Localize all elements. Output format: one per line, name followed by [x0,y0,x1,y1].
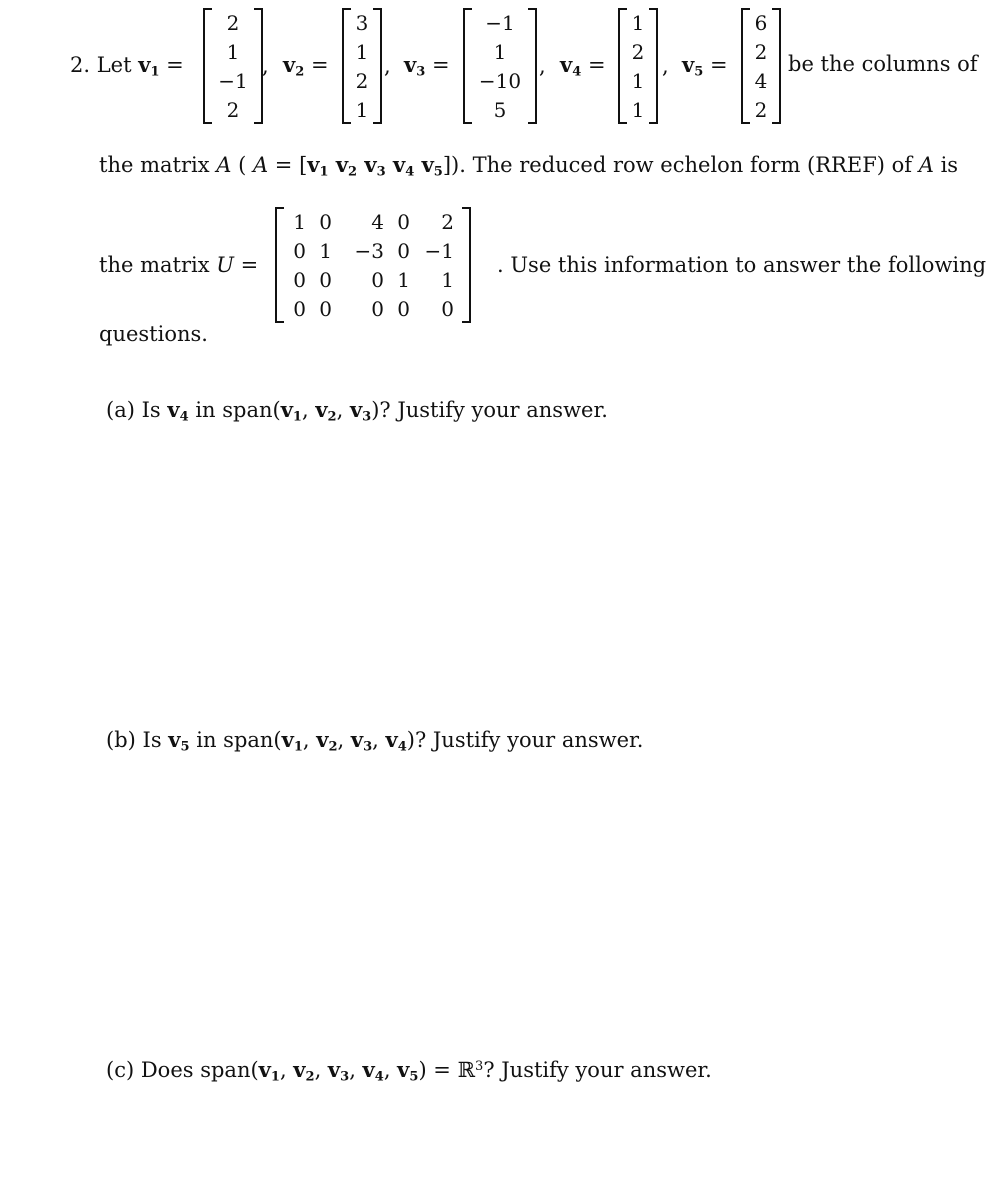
u-entry: 0 [319,296,332,321]
matrix-U-prefix: the matrix U = [99,253,259,277]
v5-entry: 6 [754,10,768,35]
u-entry: 0 [293,238,306,263]
vector-v2 [342,8,382,124]
vector-v1 [203,8,263,124]
comma-2: , [384,54,391,78]
v1-entry: 1 [226,39,240,64]
v5-entry: 2 [754,39,768,64]
v1-entry: 2 [226,97,240,122]
u-entry: 0 [441,296,454,321]
u-entry: 0 [397,209,410,234]
u-entry: 1 [397,267,410,292]
v2-entry: 1 [355,97,369,122]
v3-entry: 1 [493,39,507,64]
u-entry: 0 [319,267,332,292]
v2-label: $v_2$ = [283,52,329,80]
u-entry: 0 [371,296,384,321]
columns-text: be the columns of [788,52,978,76]
v4-entry: 1 [631,68,645,93]
v1-entry: 2 [226,10,240,35]
problem-number: 2. [70,53,91,77]
v4-entry: 1 [631,97,645,122]
comma-3: , [539,54,546,78]
problem-number-line: 2. Let $v_1$ = [70,52,184,80]
u-entry: −1 [424,238,454,263]
u-entry: 0 [397,238,410,263]
v3-entry: 5 [493,97,507,122]
u-entry: 4 [371,209,384,234]
v4-entry: 2 [631,39,645,64]
v3-entry: −1 [485,10,515,35]
vector-v3 [463,8,537,124]
u-entry: 0 [397,296,410,321]
v2-entry: 3 [355,10,369,35]
v3-label: $v_3$ = [404,52,450,80]
let-word: Let [96,53,132,77]
comma-4: , [662,54,669,78]
u-entry: 0 [293,296,306,321]
questions-word: questions. [99,322,208,346]
u-entry: −3 [354,238,384,263]
part-c: (c) Does $span(v_1$, $v_2$, $v_3$, $v_4$, $v_5$) = ℝ$^3$? Justify your answer. [106,1057,712,1085]
part-b: (b) Is $v_5$ in $span(v_1$, $v_2$, $v_3$, $v_4$)? Justify your answer. [106,727,644,755]
v4-label: $v_4$ = [560,52,606,80]
matrix-U-suffix: . Use this information to answer the following [497,253,987,277]
v5-entry: 2 [754,97,768,122]
u-entry: 2 [441,209,454,234]
vector-v5 [741,8,781,124]
matrix-U [275,207,471,323]
comma-1: , [262,54,269,78]
u-entry: 1 [319,238,332,263]
v1-entry: −1 [218,68,248,93]
part-a: (a) Is $v_4$ in $span(v_1$, $v_2$, $v_3$)? Justify your answer. [106,397,608,425]
v2-entry: 2 [355,68,369,93]
u-entry: 0 [293,267,306,292]
v2-entry: 1 [355,39,369,64]
v3-entry: −10 [478,68,522,93]
vector-v4 [618,8,658,124]
u-entry: 1 [441,267,454,292]
u-entry: 0 [371,267,384,292]
matrix-A-definition: the matrix A ( $A = [v_1$ $v_2$ $v_3$ $v_4$ $v_5$]). The reduced row echelon form (RREF) of A is [99,152,959,180]
u-entry: 0 [319,209,332,234]
v1-label: $v_1$ [138,52,160,80]
v4-entry: 1 [631,10,645,35]
v5-label: $v_5$ = [682,52,728,80]
u-entry: 1 [293,209,306,234]
v5-entry: 4 [754,68,768,93]
